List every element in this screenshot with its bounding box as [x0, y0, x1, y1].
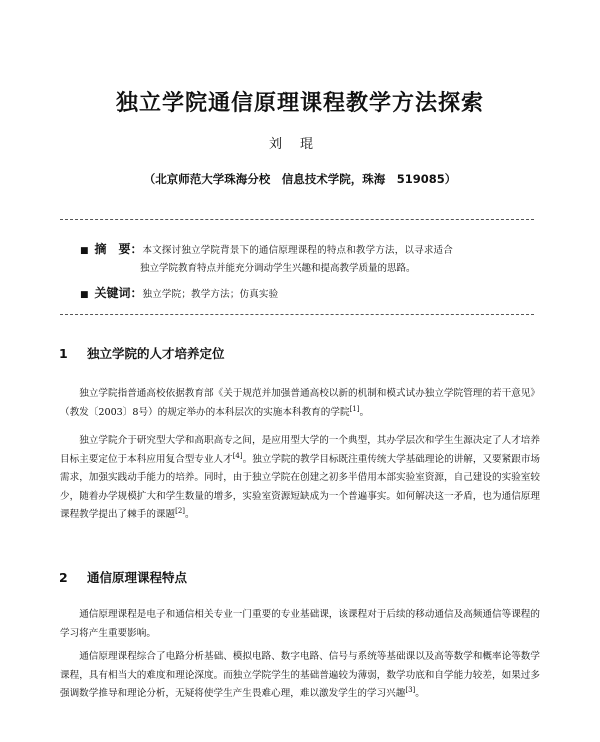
citation-1: [1]	[349, 404, 360, 413]
section-1-paragraph-2	[60, 432, 540, 525]
section-2-heading	[59, 568, 187, 586]
paper-title: 独立学院通信原理课程教学方法探索	[115, 91, 484, 116]
abstract-bullet-icon: ■	[80, 246, 89, 256]
affiliation: （北京师范大学珠海分校 信息技术学院，珠海 519085）	[143, 172, 457, 186]
section-2-title: 通信原理课程特点	[87, 570, 188, 585]
keywords-text: 独立学院；教学方法；仿真实验	[142, 289, 279, 300]
section-1-number: 1	[59, 346, 68, 361]
citation-3: [3]	[405, 685, 416, 694]
section-2-number: 2	[59, 570, 68, 585]
section-2-para-2-text: 通信原理课程综合了电路分析基础、模拟电路、数字电路、信号与系统等基础课以及高等数学和概率论等数学课程，具有相当大的难度和理论深度。而独立学院学生的基础普遍较为薄弱，数学功底和自学能力较差，如果过多强调数学推导和理论分析，无疑将使学生产生畏难心理，难以激发学生的学习兴趣	[60, 651, 540, 699]
section-2-para-2-end: 。	[415, 688, 425, 699]
section-1-heading	[59, 344, 225, 362]
section-1-para-2-text-a: 独立学院介于研究型大学和高职高专之间，是应用型大学的一个典型，其办学层次和学生生源决定了人才培养目标主要定位于本科应用复合型专业人才	[60, 435, 540, 465]
section-1-para-2-end: 。	[185, 509, 195, 520]
abstract-line-2: 独立学院教育特点并能充分调动学生兴趣和提高教学质量的思路。	[140, 263, 416, 274]
section-2-paragraph-1: 通信原理课程是电子和通信相关专业一门重要的专业基础课，该课程对于后续的移动通信及高频通信等课程的学习将产生重要影响。	[60, 609, 540, 639]
citation-2: [2]	[175, 506, 186, 515]
section-2-paragraph-2	[60, 648, 540, 704]
section-1-title: 独立学院的人才培养定位	[87, 346, 225, 361]
section-1-paragraph-1	[60, 385, 540, 422]
citation-4: [4]	[232, 451, 243, 460]
abstract-line-1: 本文探讨独立学院背景下的通信原理课程的特点和教学方法，以寻求适合	[142, 245, 453, 256]
section-1-para-2-text-b: 。独立学院的教学目标既注重传统大学基础理论的讲解，又要紧跟市场需求，加强实践动手能力的培养。同时，由于独立学院在创建之初多半借用本部实验室资源，自己建设的实验室较少，随着办学规模扩大和学生数量的增多，实验室资源短缺成为一个普遍事实。如何解决这一矛盾，也为通信原理课程教学提出了棘手的课题	[60, 453, 541, 520]
abstract-label: 摘 要：	[94, 242, 143, 256]
keywords-label: 关键词：	[94, 286, 143, 300]
abstract-block	[80, 240, 550, 260]
keywords-block	[80, 284, 550, 304]
section-1-para-1-text: 独立学院指普通高校依据教育部《关于规范并加强普通高校以新的机制和模式试办独立学院管理的若干意见》（教发〔2003〕8号）的规定举办的本科层次的实施本科教育的学院	[60, 388, 540, 418]
divider-top	[60, 219, 534, 220]
divider-bottom	[60, 314, 534, 315]
author-name: 刘琨	[268, 137, 331, 152]
keywords-bullet-icon: ■	[80, 290, 89, 300]
section-1-para-1-end: 。	[359, 406, 370, 418]
